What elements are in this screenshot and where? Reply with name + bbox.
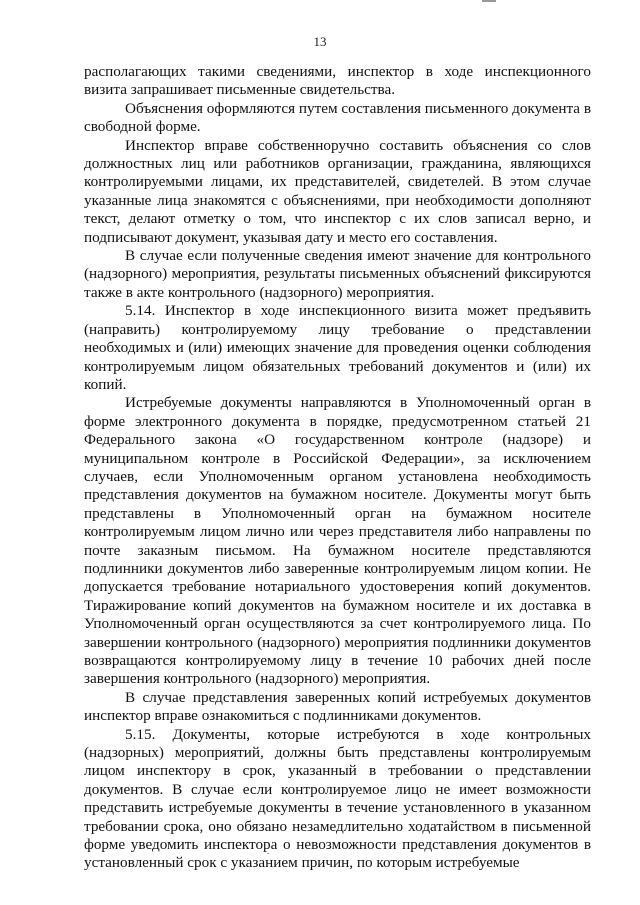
paragraph: В случае если полученные сведения имеют значение для контрольного (надзорного) мероприятия, результаты письменных объяснений фиксируются также в акте контрольного (надзорного) мероприятия.: [84, 247, 591, 301]
scan-dust-speck: [267, 853, 269, 854]
paragraph: Объяснения оформляются путем составления письменного документа в свободной форме.: [84, 99, 591, 136]
page-number: 13: [313, 34, 327, 49]
paragraph: В случае представления заверенных копий истребуемых документов инспектор вправе ознакомиться с подлинниками документов.: [84, 688, 591, 725]
paragraph: Инспектор вправе собственноручно составить объяснения со слов должностных лиц или работников организации, гражданина, являющихся контролируемыми лицами, их представителей, свидетелей. В этом случае указанные лица знакомятся с объяснениями, при необходимости дополняют текст, делают отметку о том, что инспектор с их слов записал верно, и подписывают документ, указывая дату и место его составления.: [84, 136, 591, 246]
paragraph: Истребуемые документы направляются в Уполномоченный орган в форме электронного документа в порядке, предусмотренном статьей 21 Федерального закона «О государственном контроле (надзоре) и муниципальном контроле в Российской Федерации», за исключением случаев, если Уполномоченным органом установлена необходимость представления документов на бумажном носителе. Документы могут быть представлены в Уполномоченный орган на бумажном носителе контролируемым лицом лично или через представителя либо направлены по почте заказным письмом. На бумажном носителе представляются подлинники документов либо заверенные контролируемым лицом копии. Не допускается требование нотариального удостоверения копий документов. Тиражирование копий документов на бумажном носителе и их доставка в Уполномоченный орган осуществляются за счет контролируемого лица. По завершении контрольного (надзорного) мероприятия подлинники документов возвращаются контролируемому лицу в течение 10 рабочих дней после завершения контрольного (надзорного) мероприятия.: [84, 394, 591, 688]
paragraph-section-5-14: 5.14. Инспектор в ходе инспекционного визита может предъявить (направить) контролируемому лицу требование о представлении необходимых и (или) имеющих значение для проведения оценки соблюдения контролируемым лицом обязательных требований документов и (или) их копий.: [84, 302, 591, 393]
paragraph: располагающих такими сведениями, инспектор в ходе инспекционного визита запрашивает письменные свидетельства.: [84, 63, 591, 99]
paragraph-section-5-15: 5.15. Документы, которые истребуются в ходе контрольных (надзорных) мероприятий, должны быть представлены контролируемым лицом инспектору в срок, указанный в требовании о представлении документов. В случае если контролируемое лицо не имеет возможности представить истребуемые документы в течение установленного в указанном требовании срока, оно обязано незамедлительно ходатайством в письменной форме уведомить инспектора о невозможности представления документов в установленный срок с указанием причин, по которым истребуемые: [84, 725, 591, 872]
scan-artifact-mark: [482, 0, 496, 2]
document-body: [84, 63, 591, 873]
